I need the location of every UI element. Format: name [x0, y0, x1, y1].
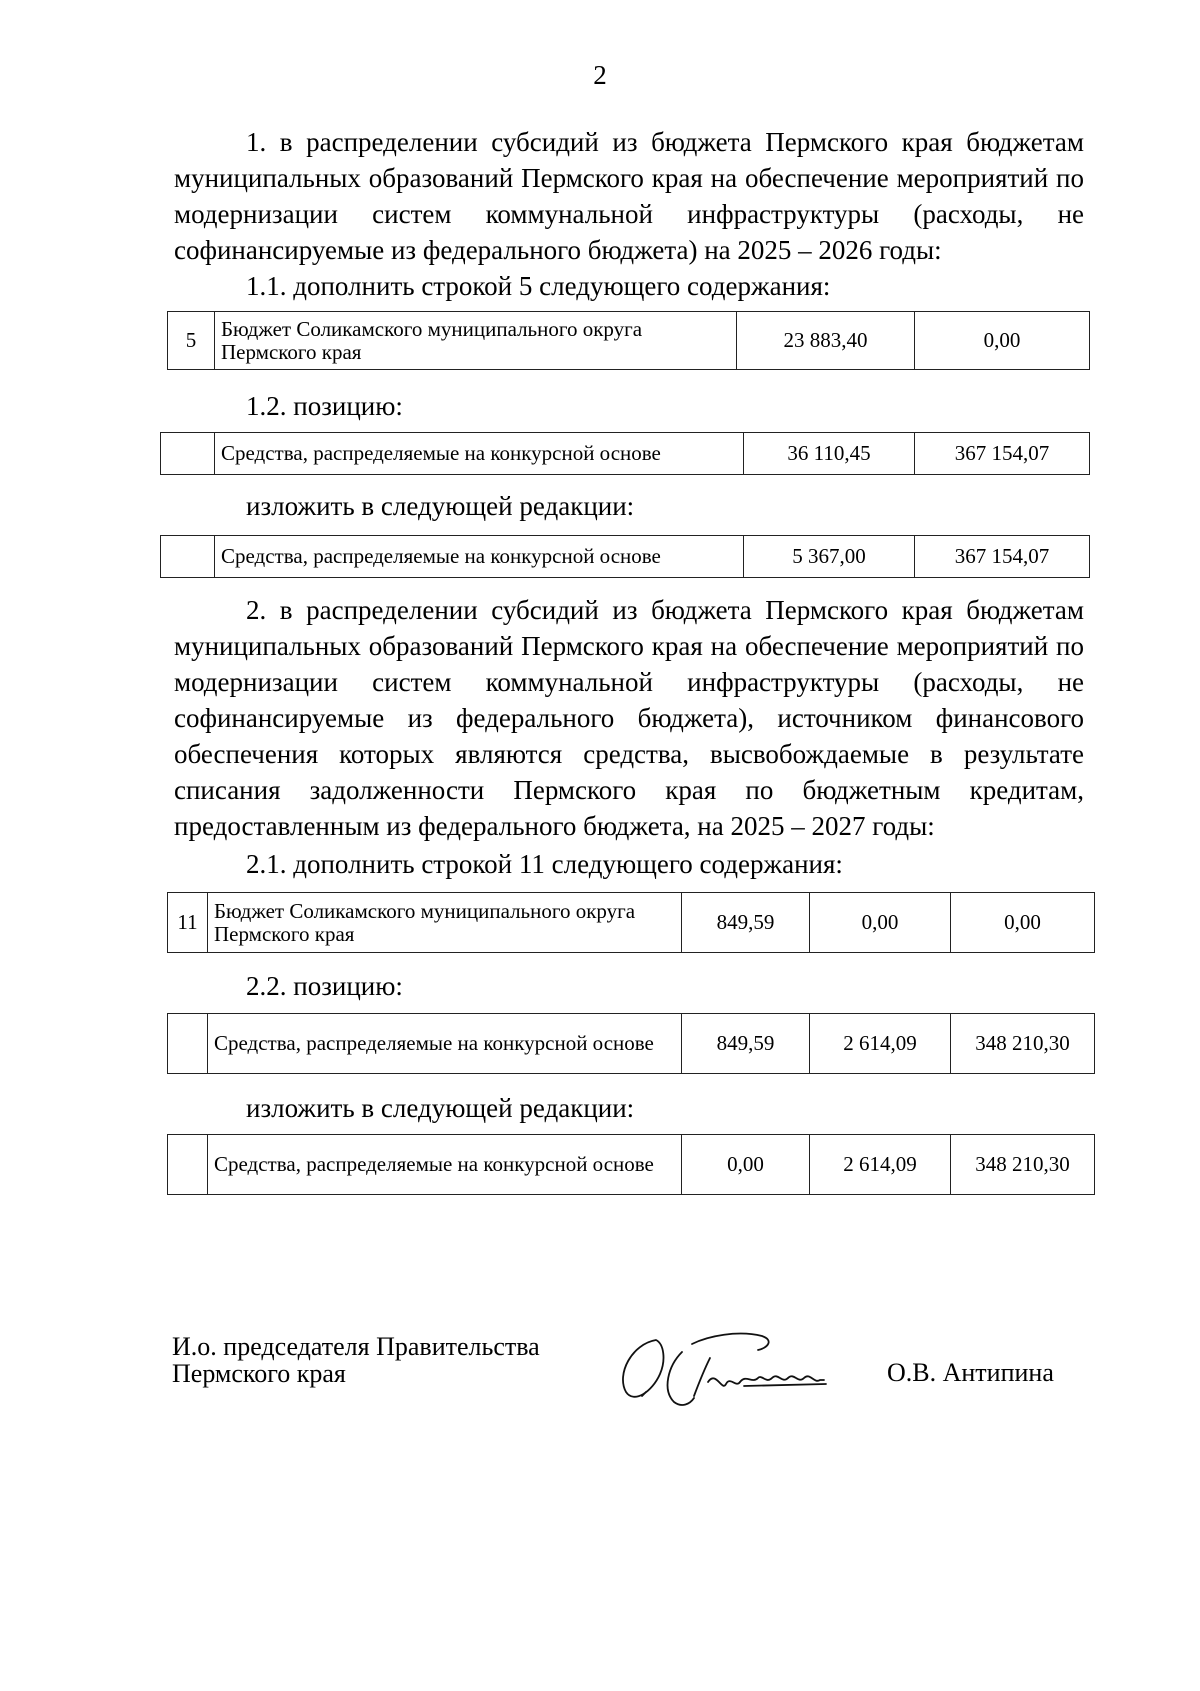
row-value-2027: 348 210,30: [951, 1014, 1095, 1074]
table-row-old-2: [167, 1013, 1095, 1074]
row-value-2026: 2 614,09: [810, 1135, 951, 1195]
row-number: [161, 536, 215, 578]
row-value-2027: 0,00: [951, 893, 1095, 953]
row-value-2026: 2 614,09: [810, 1014, 951, 1074]
table-row-new-1: [160, 535, 1090, 578]
section-1-intro: 1. в распределении субсидий из бюджета Пермского края бюджетам муниципальных образований Пермского края на обеспечение мероприятий по модернизации систем коммунальной инфраструктуры (расходы, не софинансируемые из федерального бюджета) на 2025 – 2026 годы:: [174, 127, 1084, 265]
table-row: [168, 1014, 1095, 1074]
table-row: [168, 893, 1095, 953]
table-row: [161, 433, 1090, 475]
row-value-2025: 36 110,45: [744, 433, 915, 475]
row-number: [161, 433, 215, 475]
row-value-2025: 5 367,00: [744, 536, 915, 578]
table-row: [168, 1135, 1095, 1195]
handwritten-signature: [612, 1322, 902, 1412]
row-value-2025: 849,59: [682, 1014, 810, 1074]
item-1-2-text: 1.2. позицию:: [246, 391, 403, 421]
row-number: 5: [168, 312, 215, 370]
signer-position: [172, 1333, 540, 1387]
row-value-2026: 0,00: [915, 312, 1090, 370]
row-number: [168, 1014, 208, 1074]
row-value-2027: 348 210,30: [951, 1135, 1095, 1195]
row-value-2025: 23 883,40: [737, 312, 915, 370]
restate-text-1: изложить в следующей редакции:: [246, 491, 635, 521]
item-2-2-text: 2.2. позицию:: [246, 971, 403, 1001]
signer-name: О.В. Антипина: [887, 1358, 1054, 1387]
page-number: 2: [593, 60, 607, 90]
row-number: [168, 1135, 208, 1195]
row-recipient: Средства, распределяемые на конкурсной основе: [208, 1014, 682, 1074]
table-row: [168, 312, 1090, 370]
row-recipient: Бюджет Соликамского муниципального округа Пермского края: [208, 893, 682, 953]
signer-position-line-2: Пермского края: [172, 1359, 346, 1388]
row-value-2026: 0,00: [810, 893, 951, 953]
table-row: [161, 536, 1090, 578]
restate-text-2: изложить в следующей редакции:: [246, 1093, 635, 1123]
table-row-added-1: [167, 311, 1090, 370]
row-number: 11: [168, 893, 208, 953]
row-value-2026: 367 154,07: [915, 536, 1090, 578]
row-recipient: Средства, распределяемые на конкурсной основе: [215, 433, 744, 475]
row-value-2025: 849,59: [682, 893, 810, 953]
item-2-1-text: 2.1. дополнить строкой 11 следующего содержания:: [246, 849, 843, 879]
section-2-intro: 2. в распределении субсидий из бюджета Пермского края бюджетам муниципальных образований Пермского края на обеспечение мероприятий по модернизации систем коммунальной инфраструктуры (расходы, не софинансируемые из федерального бюджета), источником финансового обеспечения которых являются средства, высвобождаемые в результате списания задолженности Пермского края по бюджетным кредитам, предоставленным из федерального бюджета, на 2025 – 2027 годы:: [174, 595, 1084, 841]
row-recipient: Средства, распределяемые на конкурсной основе: [215, 536, 744, 578]
table-row-added-2: [167, 892, 1095, 953]
row-value-2025: 0,00: [682, 1135, 810, 1195]
table-row-old-1: [160, 432, 1090, 475]
table-row-new-2: [167, 1134, 1095, 1195]
item-1-1-text: 1.1. дополнить строкой 5 следующего содержания:: [246, 271, 831, 301]
row-recipient: Бюджет Соликамского муниципального округа Пермского края: [215, 312, 737, 370]
row-value-2026: 367 154,07: [915, 433, 1090, 475]
row-recipient: Средства, распределяемые на конкурсной основе: [208, 1135, 682, 1195]
signer-position-line-1: И.о. председателя Правительства: [172, 1332, 540, 1361]
